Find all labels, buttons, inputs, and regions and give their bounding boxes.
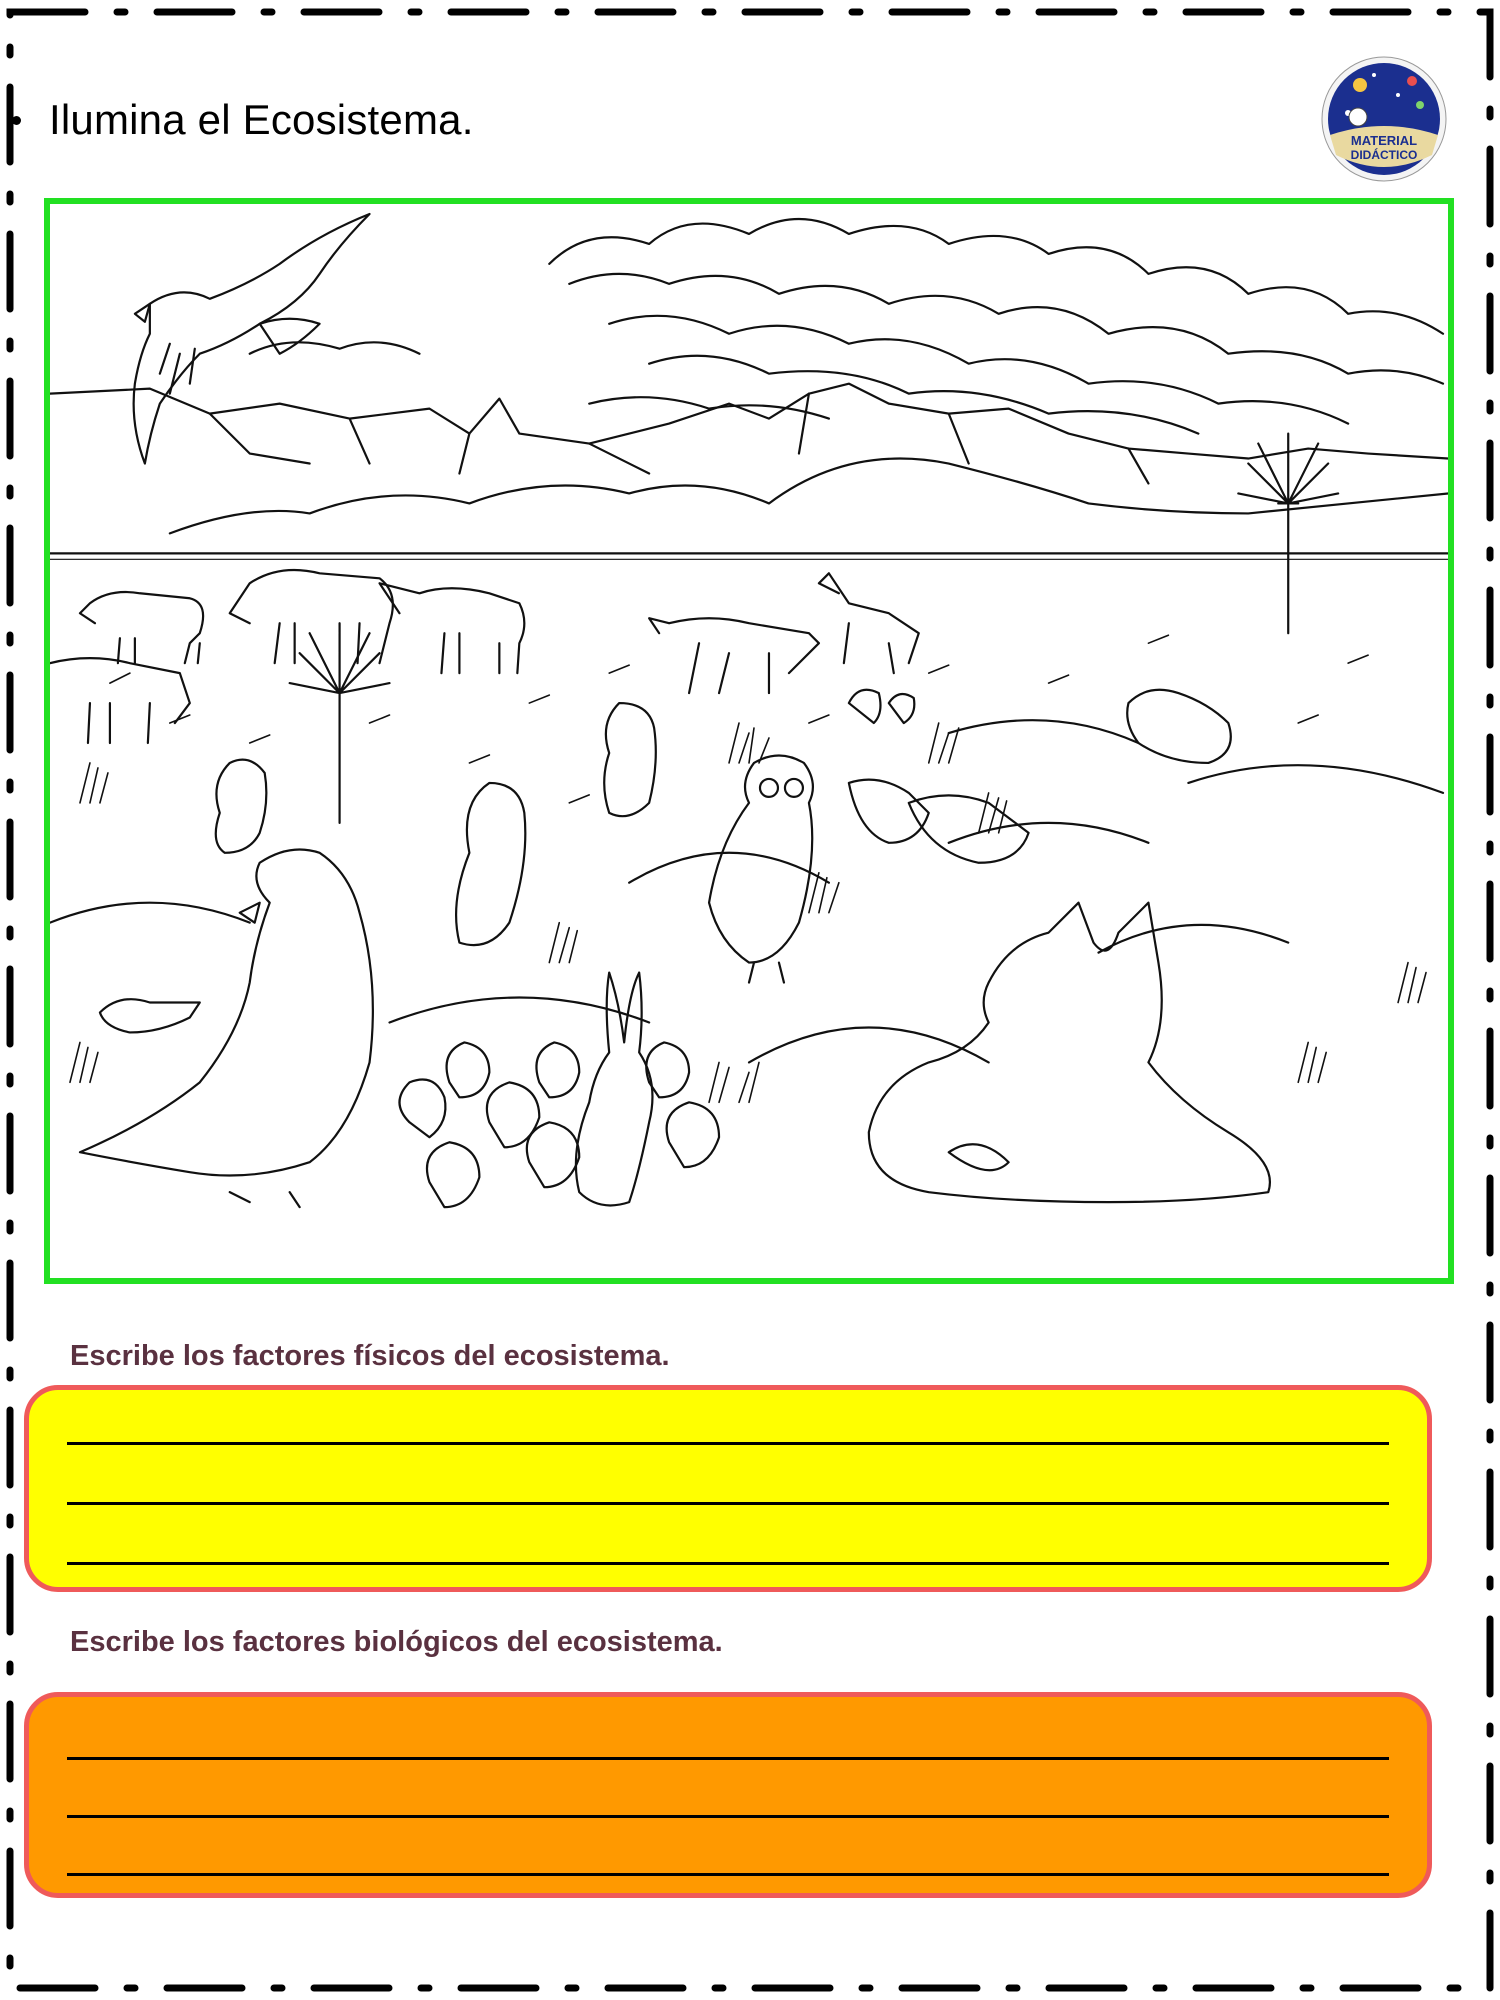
hawk-flying-drawing <box>134 214 370 464</box>
writing-line[interactable] <box>67 1873 1389 1876</box>
logo-line2: DIDÁCTICO <box>1350 148 1418 162</box>
yucca-tree-drawing <box>290 434 1339 823</box>
biological-factors-prompt: Escribe los factores biológicos del ecosistema. <box>70 1626 723 1658</box>
writing-line[interactable] <box>67 1562 1389 1565</box>
biological-factors-answer-box[interactable] <box>24 1692 1432 1898</box>
page-title: Ilumina el Ecosistema. <box>49 96 474 143</box>
physical-factors-answer-box[interactable] <box>24 1385 1432 1592</box>
mountains-drawing <box>50 384 1448 560</box>
grass-drawing <box>70 635 1426 1102</box>
material-didactico-logo <box>1320 55 1448 183</box>
writing-line[interactable] <box>67 1815 1389 1818</box>
bullet-icon <box>12 116 21 125</box>
ecosystem-illustration[interactable] <box>44 198 1454 1284</box>
logo-line1: MATERIAL <box>1350 133 1418 148</box>
prairie-mounds-drawing <box>50 720 1443 1062</box>
writing-line[interactable] <box>67 1502 1389 1505</box>
clouds-drawing <box>250 219 1443 434</box>
writing-line[interactable] <box>67 1757 1389 1760</box>
physical-factors-prompt: Escribe los factores físicos del ecosistema. <box>70 1340 670 1372</box>
animals-drawing <box>50 570 1270 1207</box>
title-row <box>12 90 474 150</box>
writing-line[interactable] <box>67 1442 1389 1445</box>
